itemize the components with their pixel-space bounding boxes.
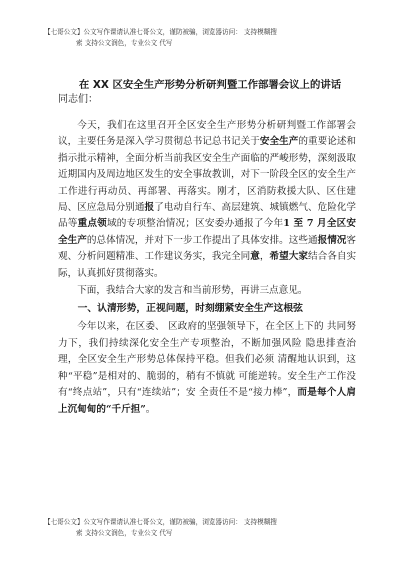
document-body <box>58 78 356 418</box>
para3-text-a: 今年以来，在区委、 区政府的坚强领导下，在全区上下的 共同努力下，我们持续深化安全生产专项整治，不断加强风险 隐患排查治理，全区安全生产形势总体保持平稳。但我们必须 清醒地认识到，这种“平稳”是相对的、脆弱的，稍有不慎就 可能逆转。安全生产工作没有“终点站”，只有“连续站”；安 全责任不是“接力棒”， <box>58 321 356 399</box>
para1-bold-5: 报情况 <box>317 234 347 246</box>
footer-line-2: 索 支持公文润色，专业公文 代写 <box>76 529 173 537</box>
para1-text-e: 域的专项整治情况；区安委办通报了今年 <box>106 218 284 230</box>
document-title: 在 XX 区安全生产形势分析研判暨工作部署会议上的讲话 <box>78 79 342 91</box>
para1-text-d: 了电动自行车、高层建筑、城镇燃气、危险化学品等 <box>58 202 357 230</box>
para1-bold-1: 安全生产 <box>259 136 299 148</box>
para1-text-g: 客观、分析问题精准、工作建议务实，我完全同 <box>58 234 357 263</box>
para1-bold-2: 报 <box>144 202 155 214</box>
paragraph-situation <box>58 319 356 417</box>
paragraph-transition: 下面，我结合大家的发言和当前形势，再讲三点意见。 <box>77 285 308 297</box>
salutation: 同志们： <box>58 94 98 105</box>
page-footer-watermark <box>44 517 374 539</box>
para1-text-a: 今天，我们在这里召开全区安全生产形势分析研判暨工作部署会议，主要任务是深入学习贯彻总书记总书记关于 <box>58 120 356 148</box>
header-line-1: 【七哥公文】公文写作课请认准七哥公文，谨防被骗，浏览器访问： 支持模糊搜 <box>44 28 277 36</box>
para1-bold-7: 希望大家 <box>269 251 308 263</box>
para1-text-f: 的总体情况，并对下一步工作提出了具体安排。这些通 <box>86 234 318 246</box>
section-heading-1: 一、认清形势，正视问题，时刻绷紧安全生产这根弦 <box>77 303 303 315</box>
header-line-2: 索 支持公文润色，专业公文 代写 <box>76 39 173 47</box>
para3-text-c: 。 <box>145 403 156 415</box>
para3-bold: 而是每个人肩上沉甸甸的“千斤担” <box>58 387 356 415</box>
footer-line-1: 【七哥公文】公文写作课请认准七哥公文，谨防被骗，浏览器访问： 支持模糊搜 <box>44 518 277 526</box>
page-header-watermark <box>44 27 374 49</box>
para1-bold-3: 重点领 <box>77 218 107 230</box>
para1-bold-6: 意 <box>250 251 260 263</box>
paragraph-opening <box>58 118 356 282</box>
para1-text-c: 的重要论述和指示批示精神，全面分析当前我区安全生产面临的严峻形势，深刻汲取近期国内及周边地区发生的安全事故教训，对下一阶段全区的安全生产工作进行再动员、再部署、再落实。刚才，区消防救援大队、区住建局、区应急局分别通 <box>58 136 357 214</box>
para1-text-i: 结合各自实际，认真抓好贯彻落实。 <box>58 251 357 279</box>
para1-text-h: ， <box>259 251 270 263</box>
para1-bold-4: 1 至 7 月全区安全生产 <box>58 218 357 246</box>
